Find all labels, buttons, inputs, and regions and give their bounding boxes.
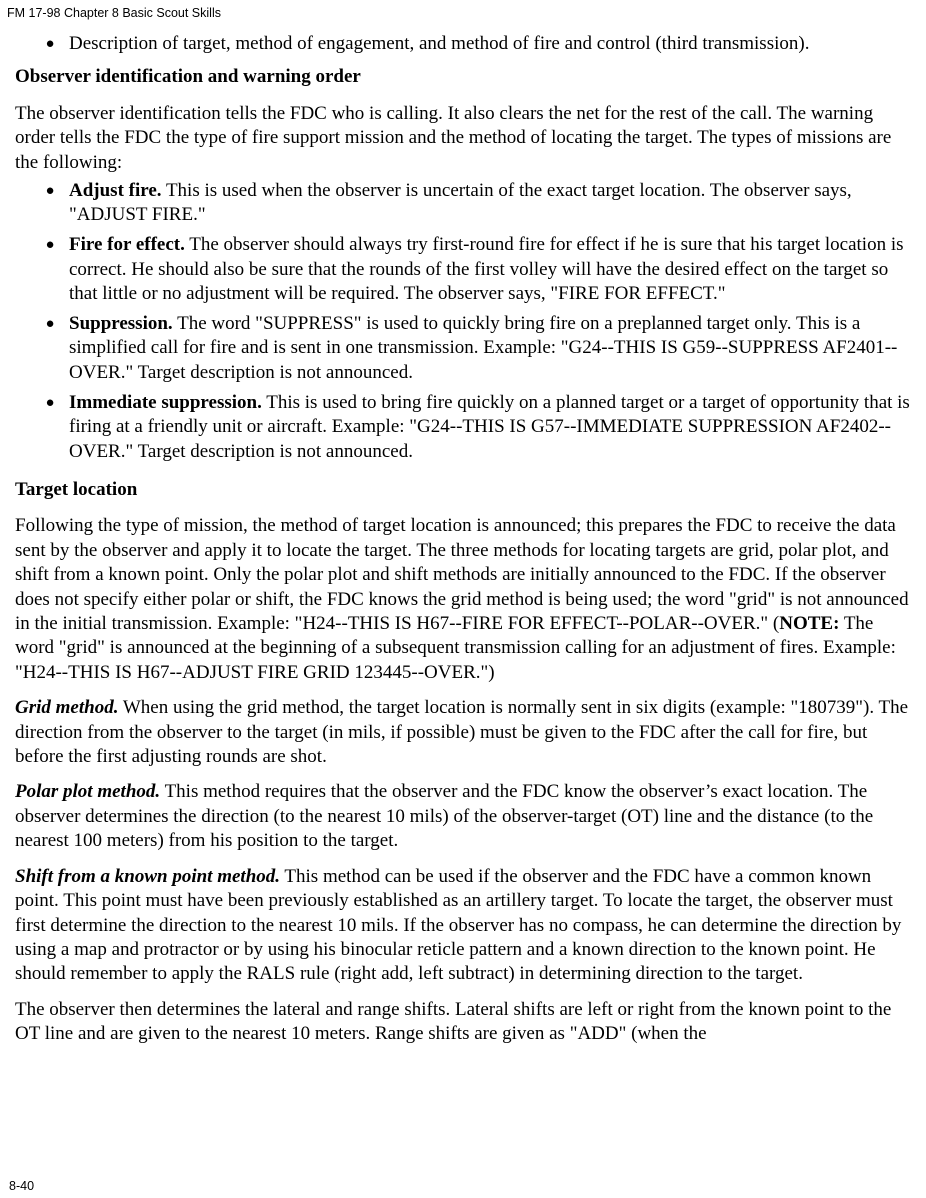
mission-text: This is used to bring fire quickly on a planned target or a target of opportunity that is firing at a friendly unit or aircraft. Example: "G24--THIS IS G57--IMMEDIATE SUPPRESSION AF2402--OVER." Target description is not announced. (69, 391, 910, 462)
polar-plot-text: This method requires that the observer and the FDC know the observer’s exact location. The observer determines the direction (to the nearest 10 mils) of the observer-target (OT) line and the distance (to the nearest 100 meters) from his position to the target. (15, 781, 874, 852)
grid-method-paragraph (15, 696, 915, 769)
bullet-icon: ● (45, 237, 55, 254)
section-heading-target-location: Target location (15, 479, 138, 500)
polar-plot-term: Polar plot method. (15, 781, 161, 803)
shift-method-text: This method can be used if the observer and the FDC have a common known point. This point must have been previously established as an artillery target. To locate the target, the observer must first determine the direction to the nearest 10 mils. If the observer has no compass, he can determine the direction by using a map and protractor or by using his binocular reticle pattern and a known direction to the known point. He should remember to apply the RALS rule (right add, left subtract) in determining direction to the target. (15, 865, 902, 985)
bullet-icon: ● (45, 36, 55, 52)
mission-types-list (15, 179, 915, 464)
mission-text: The observer should always try first-round fire for effect if he is sure that his target location is correct. He should also be sure that the rounds of the first volley will have the desired effect on the target so that little or no adjustment will be required. The observer says, "FIRE FOR EFFECT." (69, 234, 904, 305)
section-heading-observer: Observer identification and warning order (15, 66, 361, 88)
mission-text: The word "SUPPRESS" is used to quickly bring fire on a preplanned target only. This is a simplified call for fire and is sent in one transmission. Example: "G24--THIS IS G59--SUPPRESS AF2401--OVER." Target description is not announced. (69, 313, 898, 383)
grid-method-term: Grid method. (15, 697, 119, 719)
bullet-icon: ● (45, 316, 55, 333)
bullet-icon: ● (45, 183, 55, 200)
polar-plot-paragraph (15, 780, 915, 853)
target-location-text: Following the type of mission, the method of target location is announced; this prepares the FDC to receive the data sent by the observer and apply it to locate the target. The three methods for locating targets are grid, polar plot, and shift from a known point. Only the polar plot and shift methods are initially announced to the FDC. If the observer does not specify either polar or shift, the FDC knows the grid method is being used; the word "grid" is not announced in the initial transmission. Example: "H24--THIS IS H67--FIRE FOR EFFECT--POLAR--OVER." ( (15, 515, 909, 635)
list-item (15, 391, 915, 464)
bullet-icon: ● (45, 394, 55, 411)
target-location-paragraph (15, 514, 915, 685)
list-item (15, 233, 915, 306)
shifts-paragraph: The observer then determines the lateral and range shifts. Lateral shifts are left or right from the known point to the OT line and are given to the nearest 10 meters. Range shifts are given as "ADD" (when the (15, 998, 892, 1045)
bullet-text: Description of target, method of engagement, and method of fire and control (third transmission). (69, 33, 810, 54)
mission-term: Adjust fire. (69, 180, 162, 202)
mission-text: This is used when the observer is uncertain of the exact target location. The observer says, "ADJUST FIRE." (69, 180, 852, 226)
mission-term: Suppression. (69, 313, 173, 335)
transmission-list (15, 32, 915, 56)
list-item (15, 312, 915, 385)
target-location-note-text: The word "grid" is announced at the beginning of a subsequent transmission calling for an adjustment of fires. Example: "H24--THIS IS H67--ADJUST FIRE GRID 123445--OVER.") (15, 613, 896, 683)
page-number: 8-40 (9, 1179, 35, 1193)
grid-method-text: When using the grid method, the target location is normally sent in six digits (example: "180739"). The direction from the observer to the target (in mils, if possible) must be given to the FDC after the call for fire, but before the first adjusting rounds are shot. (15, 697, 909, 768)
observer-intro-paragraph: The observer identification tells the FDC who is calling. It also clears the net for the rest of the call. The warning order tells the FDC the type of fire support mission and the method of locating the target. The types of missions are the following: (15, 102, 892, 173)
note-label: NOTE: (779, 613, 840, 635)
running-header: FM 17-98 Chapter 8 Basic Scout Skills (7, 6, 221, 20)
mission-term: Immediate suppression. (69, 391, 262, 413)
page-content (15, 32, 915, 1058)
mission-term: Fire for effect. (69, 234, 185, 256)
list-item (15, 179, 915, 228)
shift-method-paragraph (15, 865, 915, 987)
list-item (15, 32, 915, 56)
shift-method-term: Shift from a known point method. (15, 865, 281, 887)
